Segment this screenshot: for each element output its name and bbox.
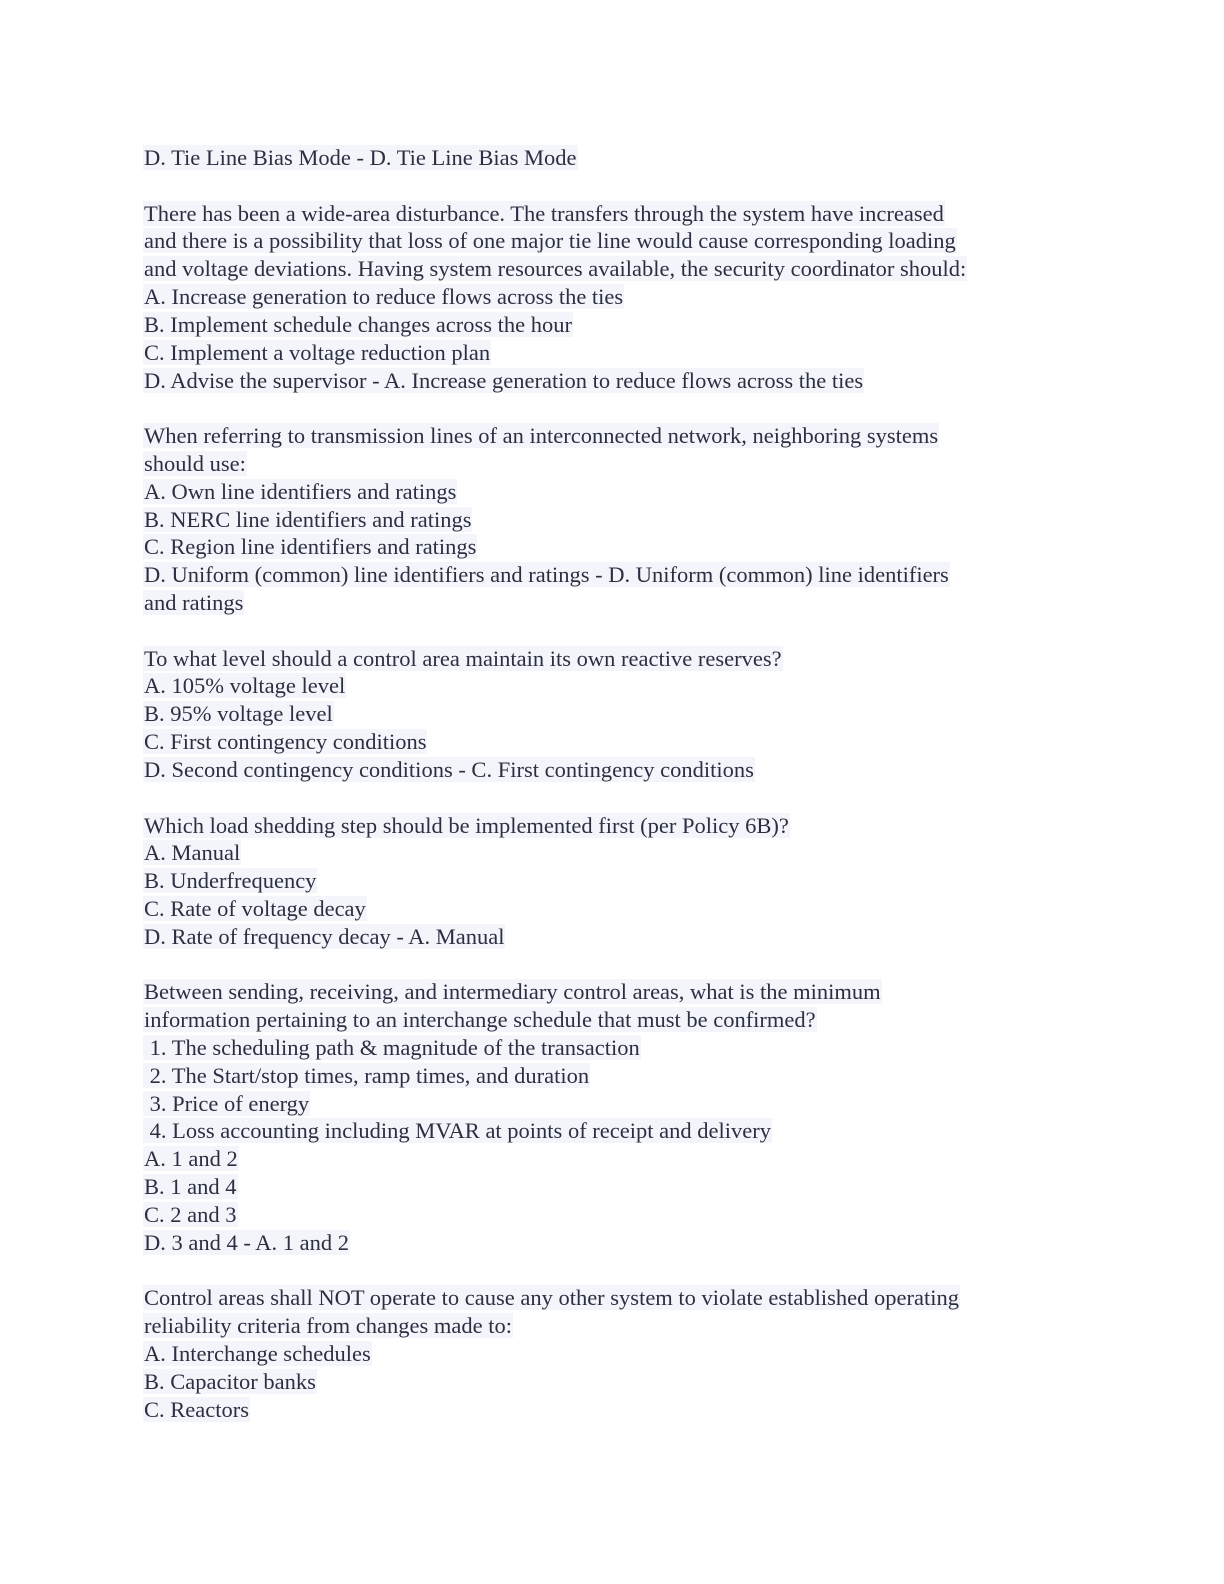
- question-line: [143, 1173, 1103, 1201]
- question-line: [143, 1284, 1103, 1312]
- question-line: [143, 1201, 1103, 1229]
- question-line: [143, 756, 1103, 784]
- question-line: [143, 589, 1103, 617]
- line-text: B. Capacitor banks: [144, 1368, 316, 1394]
- question-line: [143, 1062, 1103, 1090]
- question-line: [143, 839, 1103, 867]
- line-text: should use:: [144, 450, 246, 476]
- question-line: [143, 1006, 1103, 1034]
- question-line: [143, 283, 1103, 311]
- question-line: [143, 923, 1103, 951]
- line-text: B. Underfrequency: [144, 868, 317, 894]
- line-text: D. Advise the supervisor - A. Increase generation to reduce flows across the ties: [144, 367, 864, 393]
- blank-line: [143, 617, 1103, 645]
- question-line: [143, 227, 1103, 255]
- question-line: [143, 533, 1103, 561]
- line-text: C. Implement a voltage reduction plan: [144, 339, 491, 365]
- question-line: [143, 1090, 1103, 1118]
- question-line: [143, 812, 1103, 840]
- question-line: [143, 895, 1103, 923]
- line-text: C. Reactors: [144, 1396, 249, 1422]
- line-text: B. NERC line identifiers and ratings: [144, 506, 472, 532]
- question-line: [143, 1396, 1103, 1424]
- blank-line: [143, 951, 1103, 979]
- question-line: [143, 1117, 1103, 1145]
- blank-line: [143, 784, 1103, 812]
- line-text: C. First contingency conditions: [144, 729, 427, 755]
- line-text: A. Own line identifiers and ratings: [144, 478, 457, 504]
- question-line: [143, 645, 1103, 673]
- line-text: D. Rate of frequency decay - A. Manual: [144, 923, 505, 949]
- question-line: [143, 311, 1103, 339]
- line-text: B. 1 and 4: [144, 1174, 237, 1200]
- question-line: [143, 1340, 1103, 1368]
- answer-line: [143, 144, 1103, 172]
- question-line: [143, 255, 1103, 283]
- line-text: and ratings: [144, 590, 244, 615]
- question-line: [143, 700, 1103, 728]
- question-line: [143, 1034, 1103, 1062]
- blank-line: [143, 1257, 1103, 1285]
- line-text: When referring to transmission lines of an interconnected network, neighboring systems: [144, 423, 939, 449]
- question-line: [143, 672, 1103, 700]
- line-text: A. Interchange schedules: [144, 1340, 371, 1366]
- question-line: [143, 978, 1103, 1006]
- question-line: [143, 339, 1103, 367]
- line-text: There has been a wide-area disturbance. The transfers through the system have increased: [144, 200, 944, 226]
- blank-line: [143, 172, 1103, 200]
- line-text: and there is a possibility that loss of one major tie line would cause corresponding loading: [144, 228, 956, 254]
- question-line: [143, 1368, 1103, 1396]
- question-line: [143, 450, 1103, 478]
- question-line: [143, 200, 1103, 228]
- line-text: reliability criteria from changes made to:: [144, 1313, 512, 1339]
- line-text: To what level should a control area maintain its own reactive reserves?: [144, 645, 782, 671]
- question-line: [143, 1145, 1103, 1173]
- question-line: [143, 561, 1103, 589]
- line-text: A. Manual: [144, 840, 241, 866]
- line-text: B. 95% voltage level: [144, 701, 333, 727]
- line-text: D. Uniform (common) line identifiers and ratings - D. Uniform (common) line identifiers: [144, 562, 949, 588]
- question-line: [143, 1312, 1103, 1340]
- line-text: C. Rate of voltage decay: [144, 895, 366, 921]
- line-text: 2. The Start/stop times, ramp times, and duration: [144, 1062, 590, 1088]
- question-line: [143, 506, 1103, 534]
- question-line: [143, 728, 1103, 756]
- line-text: C. Region line identifiers and ratings: [144, 534, 477, 560]
- question-line: [143, 478, 1103, 506]
- blank-line: [143, 394, 1103, 422]
- line-text: 4. Loss accounting including MVAR at points of receipt and delivery: [144, 1118, 771, 1144]
- question-line: [143, 867, 1103, 895]
- question-line: [143, 367, 1103, 395]
- line-text: Which load shedding step should be implemented first (per Policy 6B)?: [144, 812, 789, 838]
- line-text: B. Implement schedule changes across the hour: [144, 311, 572, 337]
- line-text: A. 105% voltage level: [144, 673, 346, 699]
- line-text: and voltage deviations. Having system resources available, the security coordinator should:: [144, 256, 967, 282]
- line-text: A. 1 and 2: [144, 1146, 238, 1172]
- line-text: C. 2 and 3: [144, 1201, 237, 1227]
- question-line: [143, 1229, 1103, 1257]
- line-text: information pertaining to an interchange schedule that must be confirmed?: [144, 1007, 816, 1033]
- line-text: D. 3 and 4 - A. 1 and 2: [144, 1229, 349, 1255]
- line-text: D. Second contingency conditions - C. First contingency conditions: [144, 756, 754, 782]
- line-text: 3. Price of energy: [144, 1090, 310, 1116]
- question-line: [143, 422, 1103, 450]
- line-text: 1. The scheduling path & magnitude of the transaction: [144, 1035, 640, 1060]
- line-text: Control areas shall NOT operate to cause any other system to violate established operating: [144, 1285, 959, 1311]
- document-body: [143, 144, 1103, 1423]
- line-text: D. Tie Line Bias Mode - D. Tie Line Bias Mode: [144, 145, 577, 170]
- line-text: Between sending, receiving, and intermediary control areas, what is the minimum: [144, 979, 881, 1005]
- line-text: A. Increase generation to reduce flows across the ties: [144, 284, 624, 310]
